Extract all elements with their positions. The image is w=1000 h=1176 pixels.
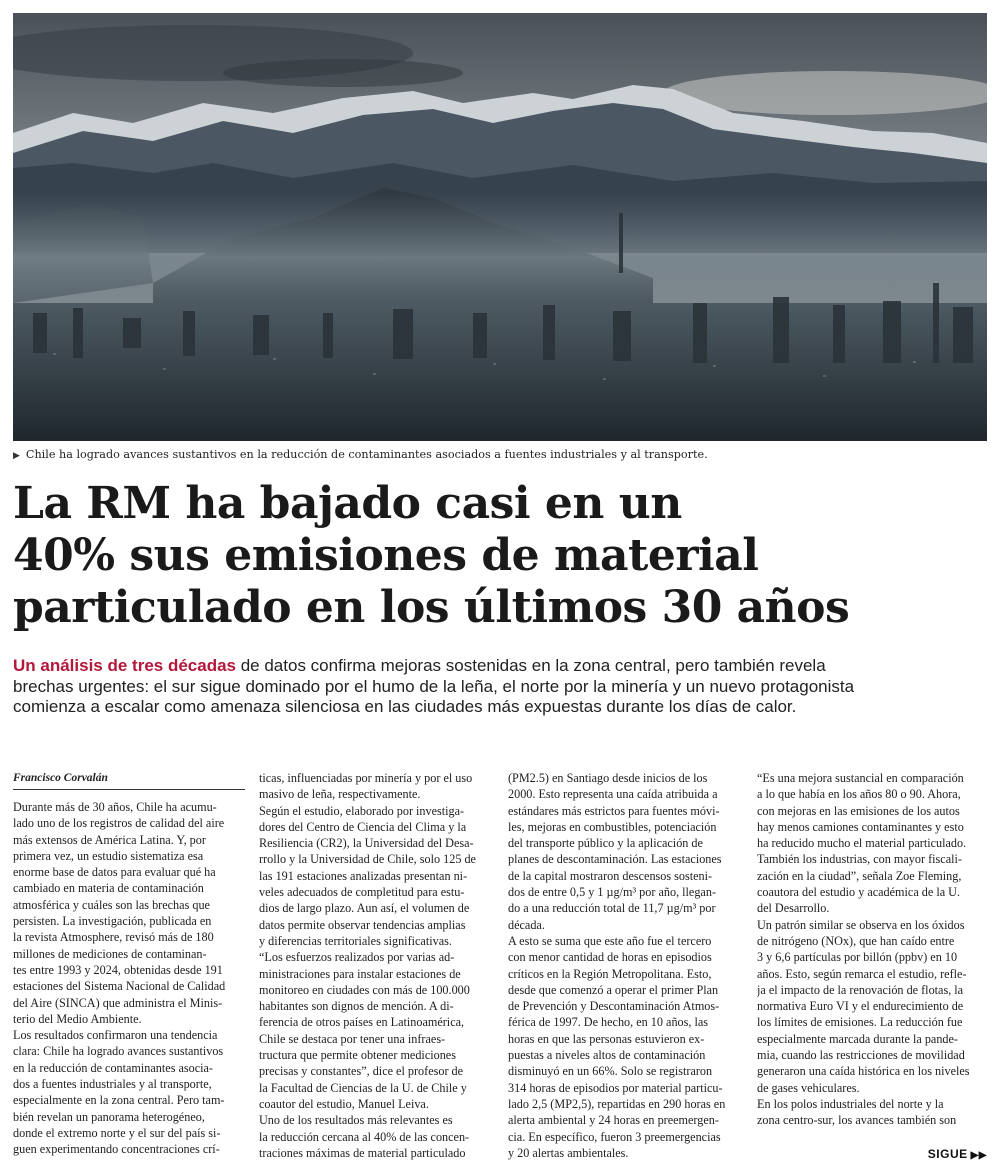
column-line: guen experimentando concentraciones crí- xyxy=(13,1142,220,1157)
column-line: y diferencias territoriales significativas. xyxy=(259,933,452,948)
column-line: del transporte público y la aplicación de xyxy=(508,836,703,851)
headline-line: particulado en los últimos 30 años xyxy=(13,582,850,633)
column-line: veles adecuados de completitud para estu- xyxy=(259,885,465,900)
column-line: habitantes son dignos de mención. A di- xyxy=(259,999,454,1014)
column-line: Un patrón similar se observa en los óxidos xyxy=(757,917,965,932)
column-line: 3 y 6,6 partículas por billón (ppbv) en 10 xyxy=(757,950,958,965)
column-line: Durante más de 30 años, Chile ha acumu- xyxy=(13,800,217,814)
column-line: persisten. La investigación, publicada en xyxy=(13,914,212,929)
column-line: Los resultados confirmaron una tendencia xyxy=(13,1028,218,1043)
column-line: Uno de los resultados más relevantes es xyxy=(259,1113,453,1128)
column-line: “Los esfuerzos realizados por varias ad- xyxy=(259,950,455,965)
column-line: A esto se suma que este año fue el tercero xyxy=(508,933,712,948)
column-line: datos permite observar tendencias amplias xyxy=(259,917,466,932)
column-line: la reducción cercana al 40% de las concen- xyxy=(259,1129,470,1144)
column-line: especialmente marcada durante la pande- xyxy=(757,1031,958,1046)
dek-line1-rest: de datos confirma mejoras sostenidas en la zona central, pero también revela xyxy=(236,656,826,675)
column-line: planes de descontaminación. Las estaciones xyxy=(508,852,722,867)
column-line: del Desarrollo. xyxy=(757,901,830,916)
column-line: la Facultad de Ciencias de la U. de Chile y xyxy=(259,1080,467,1095)
column-line: cambiado en materia de contaminación xyxy=(13,881,204,896)
column-line: década. xyxy=(508,917,545,932)
column-line: rrollo y la Universidad de Chile, solo 125 de xyxy=(259,852,476,867)
column-line: clara: Chile ha logrado avances sustantivos xyxy=(13,1044,224,1059)
column-line: terio del Medio Ambiente. xyxy=(13,1011,142,1026)
caption-triangle-icon: ▶ xyxy=(13,451,20,461)
column-line: con mejoras en las emisiones de los autos xyxy=(757,803,960,818)
column-line: horas en que las personas estuvieron ex- xyxy=(508,1031,705,1046)
photo-caption xyxy=(13,446,987,464)
column-line: normativa Euro VI y el endurecimiento de xyxy=(757,999,964,1014)
column-line: a lo que había en los años 80 o 90. Ahora, xyxy=(757,787,961,802)
column-line: ja el impacto de la renovación de flotas, la xyxy=(757,982,964,997)
column-line: tes entre 1993 y 2024, obtenidas desde 191 xyxy=(13,962,223,977)
dek-lead: Un análisis de tres décadas xyxy=(13,656,236,675)
column-line: precisas y constantes”, dice el profesor de xyxy=(259,1064,464,1079)
column-line: dores del Centro de Ciencia del Clima y la xyxy=(259,819,467,834)
column-line: tructura que permite obtener mediciones xyxy=(259,1048,456,1063)
article-column-1 xyxy=(13,770,245,1158)
column-line: Chile se destaca por tener una infraes- xyxy=(259,1031,446,1046)
column-line: de Prevención y Descontaminación Atmos- xyxy=(508,999,720,1014)
column-line: les, mejoras en combustibles, potenciación xyxy=(508,819,717,834)
column-line: mia, cuando las restricciones de movilidad xyxy=(757,1048,965,1063)
column-line: alerta ambiental y 24 horas en preemergen- xyxy=(508,1113,719,1128)
column-line: masivo de leña, respectivamente. xyxy=(259,787,421,802)
column-line: En los polos industriales del norte y la xyxy=(757,1096,944,1111)
column-line: las 191 estaciones analizadas presentan ni- xyxy=(259,868,468,883)
column-line: dos de entre 0,5 y 1 µg/m³ por año, llegan- xyxy=(508,885,716,900)
headline xyxy=(13,478,987,634)
column-line: Resiliencia (CR2), la Universidad del Desa- xyxy=(259,836,474,851)
article-column-4 xyxy=(757,770,989,1129)
column-line: donde el extremo norte y el sur del país si- xyxy=(13,1125,221,1140)
column-line: zación en la ciudad”, señala Zoe Fleming, xyxy=(757,868,962,883)
sigue-label: SIGUE xyxy=(927,1147,968,1161)
column-line: puestas a niveles altos de contaminación xyxy=(508,1048,706,1063)
column-line: hay menos camiones contaminantes y esto xyxy=(757,819,964,834)
column-line: Según el estudio, elaborado por investiga- xyxy=(259,803,465,818)
column-line: bién revelan un panorama heterogéneo, xyxy=(13,1109,205,1124)
column-body xyxy=(508,770,740,1161)
column-line: estándares más estrictos para fuentes móvi- xyxy=(508,803,720,818)
headline-line: La RM ha bajado casi en un xyxy=(13,478,682,529)
article-column-3 xyxy=(508,770,740,1161)
dek-line: comienza a escalar como amenaza silenciosa en las ciudades más expuestas durante los días de calor. xyxy=(13,697,797,716)
column-line: atmosférica y cuáles son las brechas que xyxy=(13,897,210,912)
column-line: 2000. Esto representa una caída atribuida a xyxy=(508,787,718,802)
column-line: férica de 1997. De hecho, en 10 años, las xyxy=(508,1015,709,1030)
column-body xyxy=(259,770,491,1161)
column-line: más extensos de América Latina. Y, por xyxy=(13,832,206,847)
column-line: monitoreo en ciudades con más de 100.000 xyxy=(259,982,470,997)
column-line: con menor cantidad de horas en episodios xyxy=(508,950,712,965)
column-line: de nitrógeno (NOx), que han caído entre xyxy=(757,933,955,948)
dek xyxy=(13,656,987,718)
article-column-2 xyxy=(259,770,491,1161)
column-line: dios de largo plazo. Aun así, el volumen de xyxy=(259,901,470,916)
column-line: del Aire (SINCA) que administra el Minis- xyxy=(13,995,223,1010)
column-line: primera vez, un estudio sistematiza esa xyxy=(13,848,204,863)
column-line: desde que comenzó a operar el primer Plan xyxy=(508,982,719,997)
column-line: También los industrias, con mayor fiscali- xyxy=(757,852,962,867)
column-line: zona centro-sur, los avances también son xyxy=(757,1113,957,1128)
column-line: generaron una caída histórica en los niveles xyxy=(757,1064,970,1079)
smog-city-photo xyxy=(13,13,987,441)
photo-illustration xyxy=(13,13,987,441)
column-line: estaciones del Sistema Nacional de Calidad xyxy=(13,979,226,994)
caption-text: Chile ha logrado avances sustantivos en la reducción de contaminantes asociados a fuentes industriales y al transporte. xyxy=(25,448,708,461)
column-line: do a una reducción total de 11,7 µg/m³ por xyxy=(508,901,716,916)
column-body xyxy=(13,799,245,1158)
column-line: enorme base de datos para evaluar qué ha xyxy=(13,865,216,880)
column-line: dos a fuentes industriales y al transporte, xyxy=(13,1077,212,1092)
column-line: 314 horas de episodios por material particu- xyxy=(508,1080,723,1095)
column-line: especialmente en la zona central. Pero tam- xyxy=(13,1093,225,1108)
column-line: cia. En específico, fueron 3 preemergencias xyxy=(508,1129,721,1144)
column-line: los límites de emisiones. La reducción fue xyxy=(757,1015,963,1030)
column-line: ministraciones para instalar estaciones de xyxy=(259,966,461,981)
column-line: (PM2.5) en Santiago desde inicios de los xyxy=(508,771,708,785)
column-line: años. Esto, según remarca el estudio, refle- xyxy=(757,966,967,981)
column-line: y 20 alertas ambientales. xyxy=(508,1145,629,1160)
byline: Francisco Corvalán xyxy=(13,770,245,790)
column-line: en la reducción de contaminantes asocia- xyxy=(13,1060,213,1075)
column-line: millones de mediciones de contaminan- xyxy=(13,946,207,961)
column-line: ticas, influenciadas por minería y por el uso xyxy=(259,771,473,785)
column-body xyxy=(757,770,989,1129)
column-line: coautora del estudio y académica de la U. xyxy=(757,885,961,900)
headline-line: 40% sus emisiones de material xyxy=(13,530,759,581)
dek-line: brechas urgentes: el sur sigue dominado por el humo de la leña, el norte por la minería y un nuevo protagonista xyxy=(13,676,855,696)
dek-line xyxy=(13,656,987,677)
column-line: disminuyó en un 66%. Solo se registraron xyxy=(508,1064,713,1079)
column-line: lado uno de los registros de calidad del aire xyxy=(13,816,225,831)
column-line: “Es una mejora sustancial en comparación xyxy=(757,771,964,785)
double-arrow-icon: ▶▶ xyxy=(970,1150,987,1161)
column-line: la revista Atmosphere, revisó más de 180 xyxy=(13,930,214,945)
column-line: de la capital mostraron descensos sosteni- xyxy=(508,868,713,883)
column-line: de gases vehiculares. xyxy=(757,1080,860,1095)
column-line: coautor del estudio, Manuel Leiva. xyxy=(259,1096,429,1111)
sigue-link[interactable] xyxy=(928,1147,987,1161)
column-line: críticos en la Región Metropolitana. Esto, xyxy=(508,966,712,981)
column-line: ha reducido mucho el material particulado. xyxy=(757,836,967,851)
column-line: traciones máximas de material particulado xyxy=(259,1145,466,1160)
column-line: lado 2,5 (MP2,5), repartidas en 290 horas en xyxy=(508,1096,726,1111)
column-line: ferencia de otros países en Latinoamérica, xyxy=(259,1015,465,1030)
